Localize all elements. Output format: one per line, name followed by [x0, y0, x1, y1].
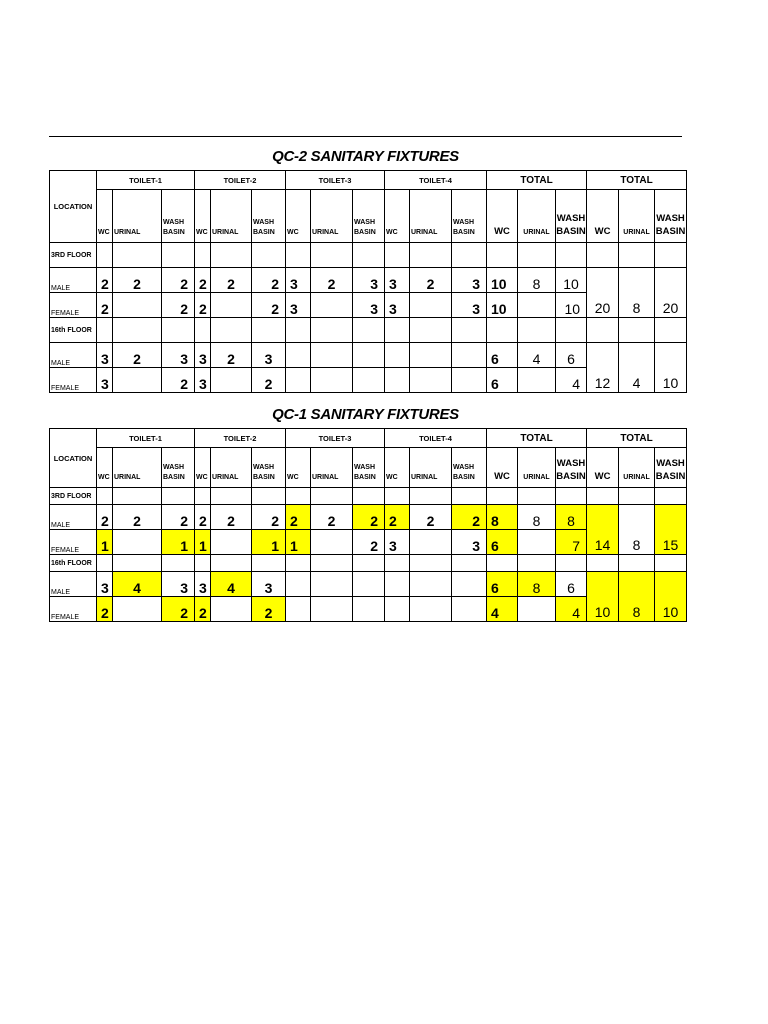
qc1-title: QC-1 SANITARY FIXTURES	[272, 406, 459, 423]
cell-value: 2	[195, 505, 211, 530]
wash-basin-header: WASH BASIN	[452, 190, 487, 243]
cell-value	[353, 572, 385, 597]
toilet-3-header: TOILET-3	[286, 171, 385, 190]
qc2-title: QC-2 SANITARY FIXTURES	[272, 148, 459, 165]
table-row	[50, 268, 687, 293]
wc-header: WC	[195, 190, 211, 243]
cell-value	[113, 293, 162, 318]
top-rule	[49, 136, 682, 137]
cell-value	[311, 368, 353, 393]
location-header: LOCATION	[50, 429, 97, 488]
cell-value: 4	[211, 572, 252, 597]
cell-value: 4	[556, 597, 587, 622]
grand-wash-basin-header: WASH BASIN	[655, 190, 687, 243]
cell-value: 2	[195, 293, 211, 318]
row-label-male: MALE	[50, 343, 97, 368]
cell-value	[211, 293, 252, 318]
row-label-male: MALE	[50, 268, 97, 293]
grand-total-urinal: 8	[619, 572, 655, 622]
grand-total-wc: 20	[587, 268, 619, 318]
cell-value: 1	[286, 530, 311, 555]
cell-value: 3	[286, 268, 311, 293]
cell-value: 2	[113, 505, 162, 530]
cell-value: 6	[556, 343, 587, 368]
cell-value: 1	[97, 530, 113, 555]
cell-value	[286, 343, 311, 368]
cell-value: 8	[487, 505, 518, 530]
cell-value: 6	[487, 530, 518, 555]
wc-header: WC	[97, 190, 113, 243]
cell-value	[311, 293, 353, 318]
cell-value	[385, 597, 410, 622]
cell-value: 6	[487, 368, 518, 393]
cell-value	[410, 597, 452, 622]
row-label-male: MALE	[50, 572, 97, 597]
urinal-header: URINAL	[410, 190, 452, 243]
cell-value	[410, 530, 452, 555]
toilet-4-header: TOILET-4	[385, 171, 487, 190]
urinal-header: URINAL	[211, 448, 252, 488]
cell-value: 2	[252, 505, 286, 530]
cell-value: 3	[162, 572, 195, 597]
total-urinal-header: URINAL	[518, 448, 556, 488]
grand-total-wash-basin: 15	[655, 505, 687, 555]
cell-value: 10	[556, 268, 587, 293]
cell-value: 2	[452, 505, 487, 530]
urinal-header: URINAL	[410, 448, 452, 488]
wash-basin-header: WASH BASIN	[162, 448, 195, 488]
cell-value: 2	[410, 268, 452, 293]
table-row	[50, 572, 687, 597]
cell-value: 3	[195, 343, 211, 368]
cell-value: 4	[556, 368, 587, 393]
cell-value	[452, 572, 487, 597]
table-row	[50, 505, 687, 530]
urinal-header: URINAL	[113, 448, 162, 488]
cell-value: 2	[252, 268, 286, 293]
wc-header: WC	[385, 190, 410, 243]
cell-value	[353, 343, 385, 368]
floor-label-3rd: 3RD FLOOR	[50, 243, 97, 268]
total-header: TOTAL	[487, 171, 587, 190]
cell-value: 2	[211, 268, 252, 293]
cell-value: 1	[252, 530, 286, 555]
toilet-1-header: TOILET-1	[97, 429, 195, 448]
cell-value: 8	[556, 505, 587, 530]
floor-label-16th: 16th FLOOR	[50, 318, 97, 343]
cell-value	[353, 368, 385, 393]
cell-value: 2	[162, 293, 195, 318]
cell-value: 8	[518, 505, 556, 530]
cell-value: 6	[556, 572, 587, 597]
grand-total-wash-basin: 20	[655, 268, 687, 318]
cell-value	[410, 368, 452, 393]
wc-header: WC	[97, 448, 113, 488]
cell-value	[452, 597, 487, 622]
toilet-2-header: TOILET-2	[195, 171, 286, 190]
row-label-female: FEMALE	[50, 293, 97, 318]
cell-value: 2	[162, 268, 195, 293]
row-label-male: MALE	[50, 505, 97, 530]
cell-value: 6	[487, 572, 518, 597]
cell-value: 3	[385, 530, 410, 555]
cell-value: 2	[97, 268, 113, 293]
cell-value: 2	[385, 505, 410, 530]
grand-total-wc: 14	[587, 505, 619, 555]
grand-total-urinal: 8	[619, 268, 655, 318]
cell-value: 3	[385, 293, 410, 318]
toilet-4-header: TOILET-4	[385, 429, 487, 448]
cell-value: 2	[195, 268, 211, 293]
cell-value: 2	[353, 530, 385, 555]
cell-value: 2	[97, 293, 113, 318]
cell-value	[385, 343, 410, 368]
cell-value: 2	[97, 597, 113, 622]
toilet-3-header: TOILET-3	[286, 429, 385, 448]
wash-basin-header: WASH BASIN	[353, 190, 385, 243]
cell-value	[385, 368, 410, 393]
cell-value: 7	[556, 530, 587, 555]
cell-value: 4	[518, 343, 556, 368]
cell-value: 2	[311, 505, 353, 530]
wash-basin-header: WASH BASIN	[252, 448, 286, 488]
cell-value: 2	[252, 597, 286, 622]
urinal-header: URINAL	[311, 448, 353, 488]
grand-wc-header: WC	[587, 448, 619, 488]
cell-value: 2	[113, 343, 162, 368]
cell-value: 3	[385, 268, 410, 293]
cell-value	[286, 368, 311, 393]
cell-value	[410, 572, 452, 597]
cell-value: 3	[162, 343, 195, 368]
wc-header: WC	[286, 190, 311, 243]
cell-value	[452, 368, 487, 393]
floor-label-3rd: 3RD FLOOR	[50, 488, 97, 505]
cell-value: 2	[162, 368, 195, 393]
grand-total-wc: 12	[587, 343, 619, 393]
cell-value: 2	[410, 505, 452, 530]
cell-value: 2	[353, 505, 385, 530]
cell-value: 10	[487, 268, 518, 293]
cell-value	[518, 530, 556, 555]
cell-value	[518, 597, 556, 622]
cell-value	[518, 293, 556, 318]
total-wash-basin-header: WASH BASIN	[556, 448, 587, 488]
wash-basin-header: WASH BASIN	[162, 190, 195, 243]
floor-label-16th: 16th FLOOR	[50, 555, 97, 572]
cell-value: 10	[487, 293, 518, 318]
cell-value: 3	[452, 530, 487, 555]
cell-value	[452, 343, 487, 368]
wc-header: WC	[195, 448, 211, 488]
cell-value	[286, 597, 311, 622]
cell-value: 2	[162, 505, 195, 530]
cell-value: 4	[487, 597, 518, 622]
cell-value	[211, 530, 252, 555]
cell-value	[311, 530, 353, 555]
cell-value: 2	[252, 368, 286, 393]
cell-value: 2	[162, 597, 195, 622]
cell-value: 3	[452, 293, 487, 318]
cell-value	[385, 572, 410, 597]
cell-value: 2	[252, 293, 286, 318]
qc2-fixtures-table	[49, 170, 687, 393]
grand-total-wash-basin: 10	[655, 572, 687, 622]
cell-value: 2	[97, 505, 113, 530]
urinal-header: URINAL	[113, 190, 162, 243]
grand-wc-header: WC	[587, 190, 619, 243]
cell-value: 3	[252, 343, 286, 368]
cell-value: 2	[195, 597, 211, 622]
total-wc-header: WC	[487, 190, 518, 243]
cell-value: 2	[113, 268, 162, 293]
cell-value: 3	[97, 343, 113, 368]
cell-value: 6	[487, 343, 518, 368]
cell-value	[410, 343, 452, 368]
total-header: TOTAL	[487, 429, 587, 448]
cell-value	[211, 368, 252, 393]
grand-total-wash-basin: 10	[655, 343, 687, 393]
cell-value	[311, 343, 353, 368]
toilet-2-header: TOILET-2	[195, 429, 286, 448]
cell-value: 2	[311, 268, 353, 293]
cell-value	[311, 597, 353, 622]
total-wc-header: WC	[487, 448, 518, 488]
cell-value: 3	[353, 293, 385, 318]
cell-value	[113, 368, 162, 393]
cell-value: 3	[252, 572, 286, 597]
grand-total-urinal: 4	[619, 343, 655, 393]
cell-value: 2	[211, 505, 252, 530]
cell-value: 10	[556, 293, 587, 318]
urinal-header: URINAL	[311, 190, 353, 243]
cell-value: 3	[286, 293, 311, 318]
cell-value	[518, 368, 556, 393]
grand-urinal-header: URINAL	[619, 190, 655, 243]
row-label-female: FEMALE	[50, 368, 97, 393]
row-label-female: FEMALE	[50, 597, 97, 622]
location-header: LOCATION	[50, 171, 97, 243]
cell-value: 8	[518, 268, 556, 293]
cell-value: 3	[97, 572, 113, 597]
cell-value: 3	[97, 368, 113, 393]
cell-value	[211, 597, 252, 622]
grand-total-header: TOTAL	[587, 429, 687, 448]
row-label-female: FEMALE	[50, 530, 97, 555]
cell-value	[113, 597, 162, 622]
wc-header: WC	[385, 448, 410, 488]
qc1-fixtures-table	[49, 428, 687, 622]
grand-wash-basin-header: WASH BASIN	[655, 448, 687, 488]
cell-value: 3	[195, 572, 211, 597]
total-urinal-header: URINAL	[518, 190, 556, 243]
cell-value	[410, 293, 452, 318]
cell-value: 3	[353, 268, 385, 293]
grand-total-header: TOTAL	[587, 171, 687, 190]
cell-value: 4	[113, 572, 162, 597]
wc-header: WC	[286, 448, 311, 488]
cell-value: 1	[162, 530, 195, 555]
wash-basin-header: WASH BASIN	[452, 448, 487, 488]
cell-value: 2	[286, 505, 311, 530]
total-wash-basin-header: WASH BASIN	[556, 190, 587, 243]
table-row	[50, 343, 687, 368]
cell-value: 3	[452, 268, 487, 293]
grand-total-urinal: 8	[619, 505, 655, 555]
cell-value: 8	[518, 572, 556, 597]
grand-urinal-header: URINAL	[619, 448, 655, 488]
cell-value	[311, 572, 353, 597]
cell-value	[113, 530, 162, 555]
wash-basin-header: WASH BASIN	[252, 190, 286, 243]
wash-basin-header: WASH BASIN	[353, 448, 385, 488]
urinal-header: URINAL	[211, 190, 252, 243]
toilet-1-header: TOILET-1	[97, 171, 195, 190]
grand-total-wc: 10	[587, 572, 619, 622]
cell-value	[286, 572, 311, 597]
cell-value: 1	[195, 530, 211, 555]
cell-value	[353, 597, 385, 622]
cell-value: 2	[211, 343, 252, 368]
cell-value: 3	[195, 368, 211, 393]
